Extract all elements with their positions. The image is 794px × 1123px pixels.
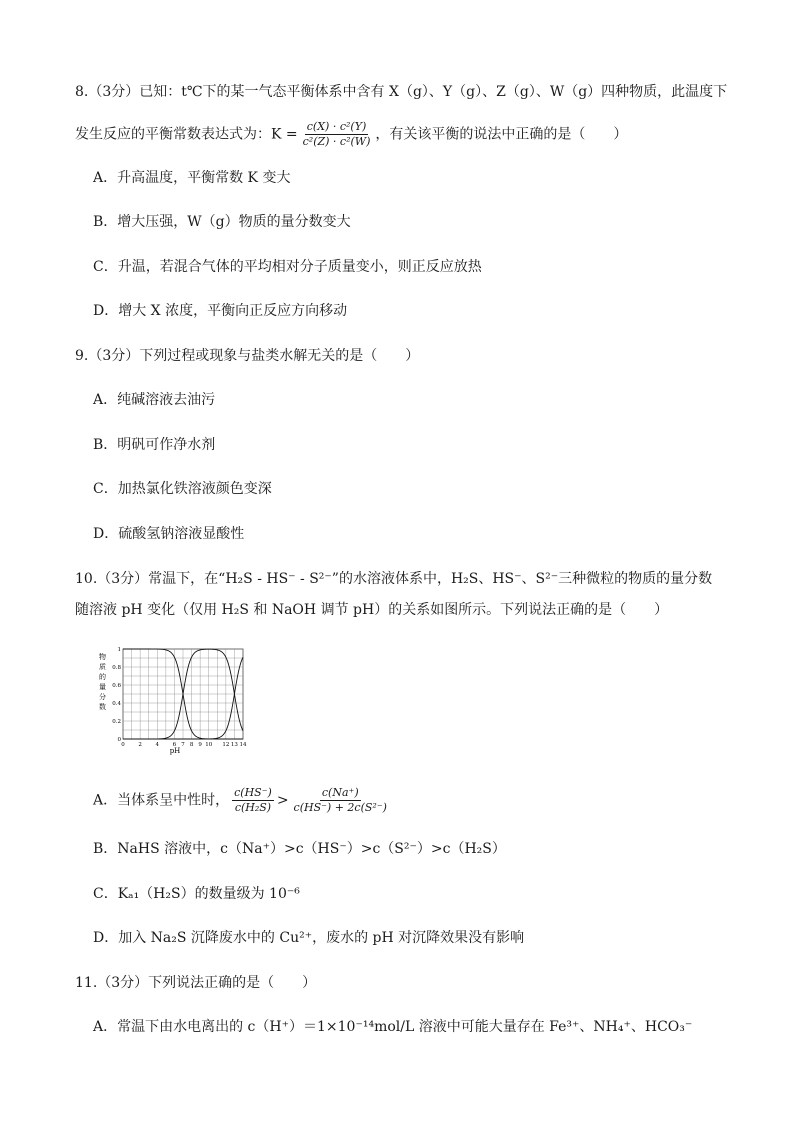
y-tick-label: 0.6 [112,683,121,689]
q8-stem-suffix: ，有关该平衡的说法中正确的是（ ） [375,126,628,143]
x-tick-label: 6 [172,742,177,748]
q10-stem-line1: 10.（3分）常温下，在“H₂S - HS⁻ - S²⁻”的水溶液体系中，H₂S、HS⁻、S²⁻三种微粒的物质的量分数 [75,571,713,587]
q9-option-d: D．硫酸氢钠溶液显酸性 [93,526,245,542]
fraction-numerator: c(Na⁺) [321,786,359,799]
q10-stem-line2: 随溶液 pH 变化（仅用 H₂S 和 NaOH 调节 pH）的关系如图所示。下列说法正确的是（ ） [75,602,669,618]
equilibrium-constant-fraction [301,120,373,149]
chart-y-label-char: 的 [99,673,106,681]
x-tick-label: 9 [198,742,202,748]
chart-y-label-char: 分 [99,693,106,701]
q10-option-a [93,786,392,815]
x-tick-label: 13 [230,742,238,748]
y-tick-label: 0 [117,737,121,743]
q8-stem-prefix: 发生反应的平衡常数表达式为：K = [75,126,298,143]
species-fraction-chart [93,643,255,755]
y-tick-label: 1 [117,647,121,653]
y-tick-label: 0.2 [112,719,121,725]
q8-option-b: B．增大压强，W（g）物质的量分数变大 [93,214,351,230]
q8-option-c: C．升温，若混合气体的平均相对分子质量变小，则正反应放热 [93,259,482,275]
fraction-denominator: c²(Z) · c²(W) [302,135,371,148]
q11-option-a: A．常温下由水电离出的 c（H⁺）＝1×10⁻¹⁴mol/L 溶液中可能大量存在 Fe³⁺、NH₄⁺、HCO₃⁻ [93,1019,693,1035]
q9-option-b: B．明矾可作净水剂 [93,437,216,453]
q9-stem: 9.（3分）下列过程或现象与盐类水解无关的是（ ） [75,348,420,364]
q10-option-d: D．加入 Na₂S 沉降废水中的 Cu²⁺，废水的 pH 对沉降效果没有影响 [93,930,525,946]
x-tick-label: 2 [138,742,142,748]
q8-option-a: A．升高温度，平衡常数 K 变大 [93,170,291,186]
x-tick-label: 12 [222,742,230,748]
q8-stem-line2 [75,120,627,149]
fraction-denominator: c(HS⁻) + 2c(S²⁻) [293,801,387,814]
x-tick-label: 8 [189,742,194,748]
x-tick-label: 4 [155,742,160,748]
chart-y-label-char: 量 [99,683,106,691]
q9-option-c: C．加热氯化铁溶液颜色变深 [93,481,272,497]
fraction-denominator: c(H₂S) [234,801,272,814]
greater-than-sign: > [276,792,289,809]
x-tick-label: 0 [121,742,125,748]
chart-tick-labels [112,647,247,748]
q11-stem: 11.（3分）下列说法正确的是（ ） [75,975,317,991]
chart-y-label-char: 质 [99,663,106,671]
q8-option-d: D．增大 X 浓度，平衡向正反应方向移动 [93,303,348,319]
chart-x-label: pH [169,747,181,755]
y-tick-label: 0.4 [112,701,121,707]
option-a-right-fraction [292,786,389,815]
fraction-numerator: c(HS⁻) [234,786,272,799]
chart-y-label-char: 物 [99,653,106,661]
x-tick-label: 10 [205,742,213,748]
q10-option-a-prefix: A．当体系呈中性时， [93,792,230,809]
x-tick-label: 14 [239,742,247,748]
q10-option-b: B．NaHS 溶液中，c（Na⁺）>c（HS⁻）>c（S²⁻）>c（H₂S） [93,841,506,857]
q9-option-a: A．纯碱溶液去油污 [93,392,216,408]
x-tick-label: 7 [181,742,185,748]
y-tick-label: 0.8 [112,665,121,671]
chart-y-label-char: 数 [99,703,106,711]
fraction-numerator: c(X) · c²(Y) [306,120,367,133]
q10-option-c: C．Kₐ₁（H₂S）的数量级为 10⁻⁶ [93,886,300,902]
q8-stem-line1: 8.（3分）已知：t℃下的某一气态平衡体系中含有 X（g）、Y（g）、Z（g）、W（g）四种物质，此温度下 [75,84,728,100]
option-a-left-fraction [232,786,274,815]
